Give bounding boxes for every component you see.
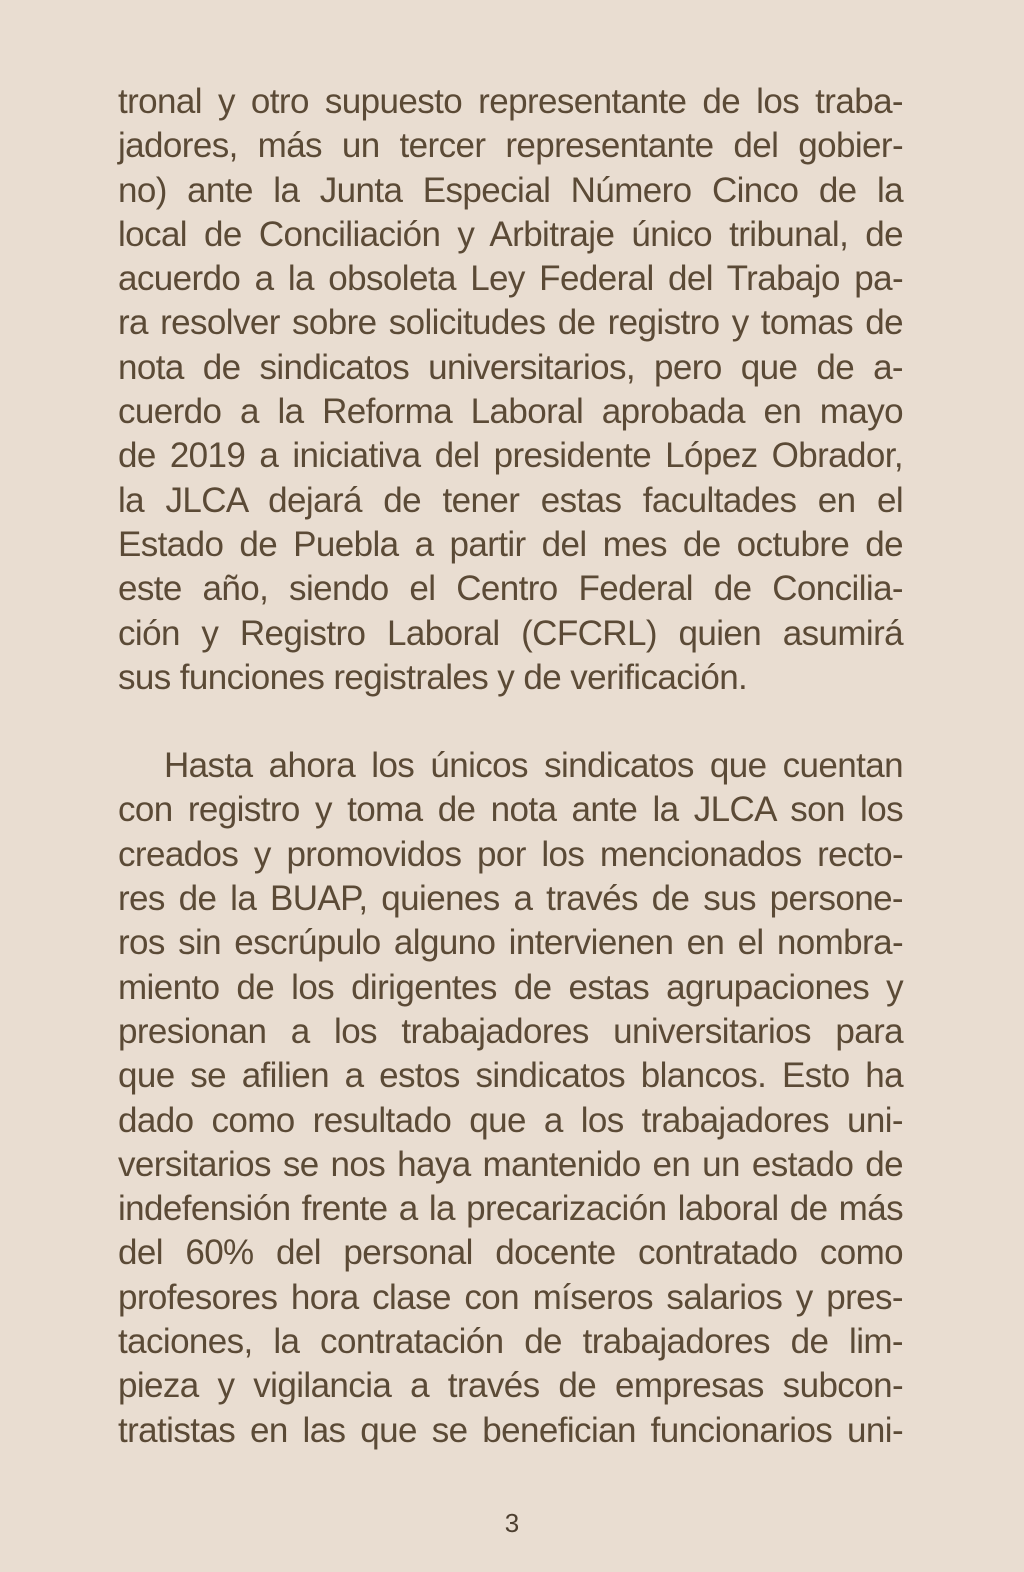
text-line: la JLCA dejará de tener estas facultades en el — [118, 480, 903, 520]
text-line: Hasta ahora los únicos sindicatos que cuentan — [164, 746, 903, 786]
text-line: versitarios se nos haya mantenido en un estado de — [118, 1144, 903, 1184]
text-line: este año, siendo el Centro Federal de Concilia- — [118, 569, 903, 609]
paragraph-1 — [118, 80, 903, 700]
text-line: con registro y toma de nota ante la JLCA son los — [118, 790, 903, 830]
text-line: no) ante la Junta Especial Número Cinco de la — [118, 170, 903, 210]
document-body — [118, 80, 903, 1453]
text-line: del 60% del personal docente contratado como — [118, 1233, 903, 1273]
text-line: ra resolver sobre solicitudes de registro y tomas de — [118, 303, 903, 343]
text-line: ción y Registro Laboral (CFCRL) quien asumirá — [118, 613, 903, 653]
text-line: taciones, la contratación de trabajadores de lim- — [118, 1322, 903, 1362]
text-line: pieza y vigilancia a través de empresas subcon- — [118, 1366, 903, 1406]
text-line: creados y promovidos por los mencionados recto- — [118, 834, 903, 874]
text-line: sus funciones registrales y de verificación. — [118, 657, 748, 697]
page-number: 3 — [504, 1508, 520, 1538]
text-line: tronal y otro supuesto representante de los traba- — [118, 82, 903, 121]
text-line: cuerdo a la Reforma Laboral aprobada en mayo — [118, 392, 903, 432]
text-line: de 2019 a iniciativa del presidente López Obrador, — [118, 436, 903, 476]
text-line: que se afilien a estos sindicatos blancos. Esto ha — [118, 1056, 903, 1096]
text-line: res de la BUAP, quienes a través de sus persone- — [118, 879, 903, 919]
text-line: tratistas en las que se benefician funcionarios uni- — [118, 1410, 903, 1450]
text-line: miento de los dirigentes de estas agrupaciones y — [118, 967, 903, 1007]
text-line: ros sin escrúpulo alguno intervienen en el nombra- — [118, 923, 903, 963]
text-line: Estado de Puebla a partir del mes de octubre de — [118, 524, 903, 564]
text-line: presionan a los trabajadores universitarios para — [118, 1011, 903, 1051]
text-line: nota de sindicatos universitarios, pero que de a- — [118, 347, 903, 387]
text-line: acuerdo a la obsoleta Ley Federal del Trabajo pa- — [118, 259, 903, 299]
text-line: profesores hora clase con míseros salarios y pres- — [118, 1277, 903, 1317]
text-line: jadores, más un tercer representante del gobier- — [118, 126, 903, 166]
text-line: indefensión frente a la precarización laboral de más — [118, 1189, 903, 1229]
paragraph-2 — [118, 744, 903, 1453]
text-line: local de Conciliación y Arbitraje único tribunal, de — [118, 214, 903, 254]
text-line: dado como resultado que a los trabajadores uni- — [118, 1100, 903, 1140]
